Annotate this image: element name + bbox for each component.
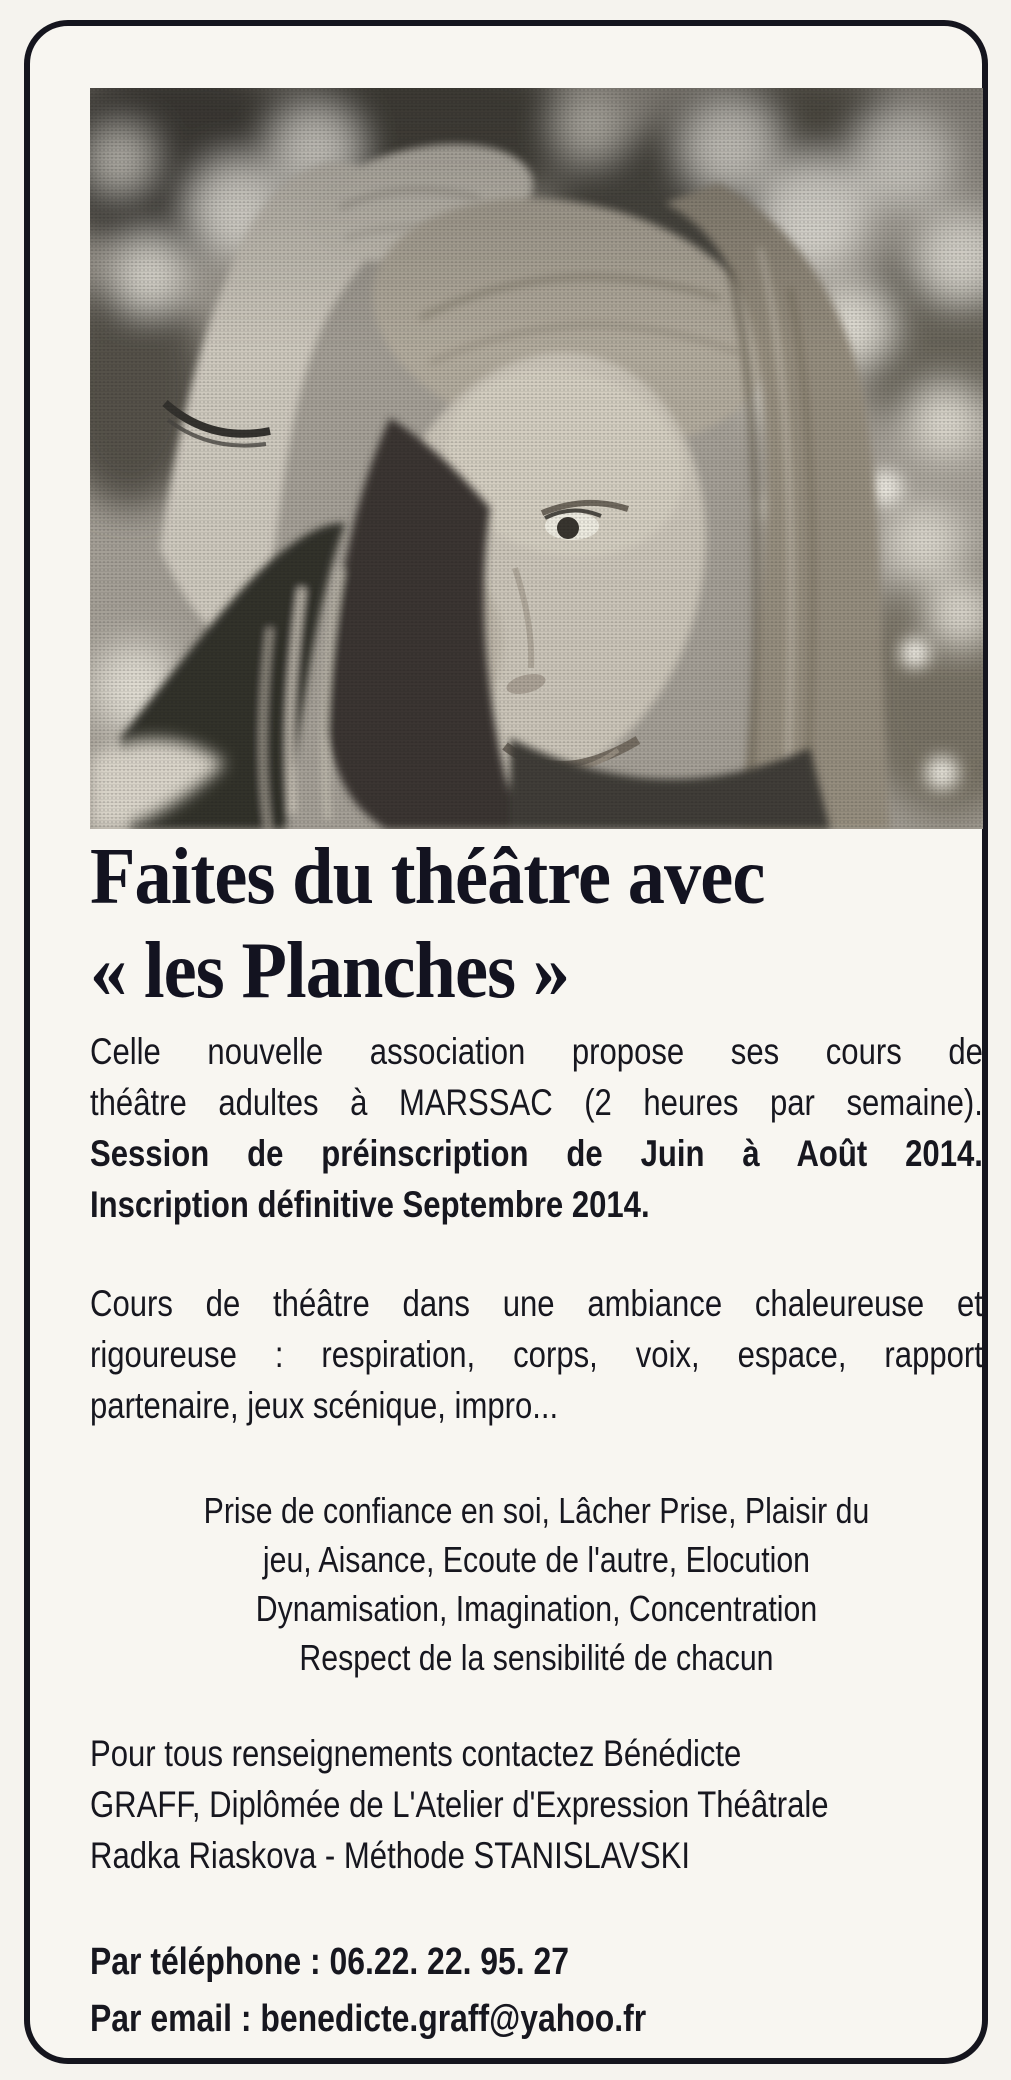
intro-line-4: Inscription définitive Septembre 2014. bbox=[90, 1184, 650, 1225]
benefits-line-3: Dynamisation, Imagination, Concentration bbox=[255, 1588, 818, 1629]
portrait-photo-art bbox=[90, 88, 983, 829]
intro-line-1: Celle nouvelle association propose ses cours de bbox=[90, 1031, 983, 1072]
ambiance-line-3: partenaire, jeux scénique, impro... bbox=[90, 1385, 559, 1426]
benefits-paragraph bbox=[90, 1486, 983, 1682]
info-paragraph bbox=[90, 1728, 983, 1881]
flyer-title bbox=[90, 830, 983, 1018]
title-line-2: « les Planches » bbox=[90, 927, 570, 1015]
intro-paragraph bbox=[90, 1026, 983, 1230]
woman-portrait-photo bbox=[90, 88, 983, 829]
info-line-2: GRAFF, Diplômée de L'Atelier d'Expression Théâtrale bbox=[90, 1784, 829, 1825]
ambiance-line-1: Cours de théâtre dans une ambiance chaleureuse et bbox=[90, 1283, 983, 1324]
contact-block bbox=[90, 1934, 983, 2048]
info-line-1: Pour tous renseignements contactez Bénédicte bbox=[90, 1733, 742, 1774]
intro-line-3: Session de préinscription de Juin à Août 2014. bbox=[90, 1133, 983, 1174]
ambiance-line-2: rigoureuse : respiration, corps, voix, espace, rapport bbox=[90, 1334, 983, 1375]
flyer-card bbox=[24, 20, 988, 2064]
contact-phone-line: Par téléphone : 06.22. 22. 95. 27 bbox=[90, 1941, 570, 1983]
info-line-3: Radka Riaskova - Méthode STANISLAVSKI bbox=[90, 1835, 690, 1876]
title-line-1: Faites du théâtre avec bbox=[90, 833, 765, 921]
benefits-line-4: Respect de la sensibilité de chacun bbox=[299, 1637, 774, 1678]
benefits-line-2: jeu, Aisance, Ecoute de l'autre, Elocution bbox=[262, 1539, 810, 1580]
contact-email-line: Par email : benedicte.graff@yahoo.fr bbox=[90, 1998, 647, 2040]
ambiance-paragraph bbox=[90, 1278, 983, 1431]
benefits-line-1: Prise de confiance en soi, Lâcher Prise, Plaisir du bbox=[203, 1490, 870, 1531]
intro-line-2: théâtre adultes à MARSSAC (2 heures par semaine). bbox=[90, 1082, 983, 1123]
